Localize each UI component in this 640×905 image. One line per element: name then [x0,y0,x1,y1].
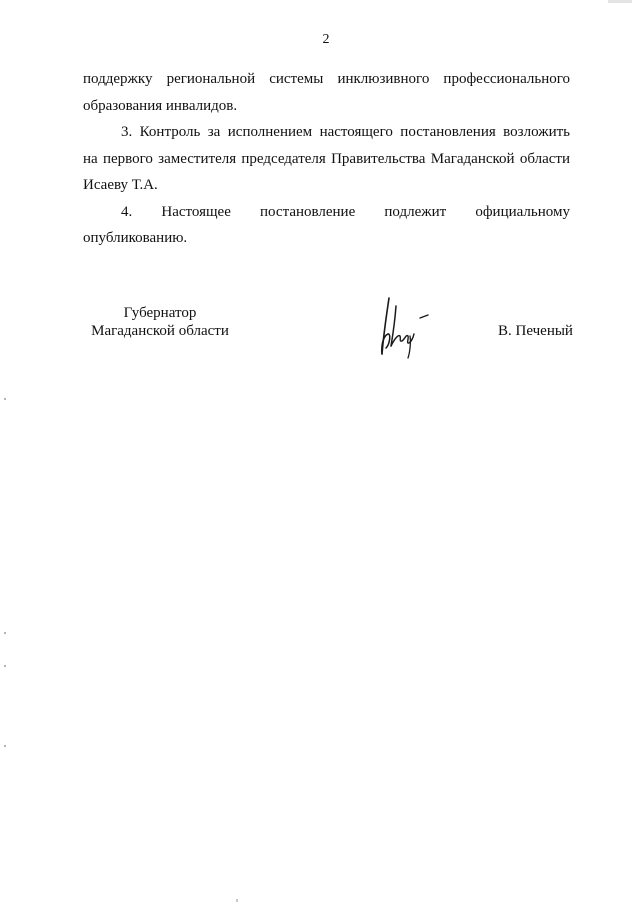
scan-artifact [236,899,238,902]
scan-artifact [4,745,6,747]
scan-artifact [4,398,6,400]
scan-artifact [4,632,6,634]
handwritten-signature-icon [376,296,440,362]
signature-block [0,304,640,374]
signatory-name: В. Печеный [498,323,573,339]
document-body [83,66,570,252]
paragraph-line: на первого заместителя председателя Правительства Магаданской области [83,150,570,167]
paragraph-line: 3. Контроль за исполнением настоящего постановления возложить [121,124,570,140]
paragraph-line: Исаеву Т.А. [83,177,158,193]
scan-artifact [4,665,6,667]
paragraph-line: образования инвалидов. [83,97,238,114]
paragraph-line: опубликованию. [83,230,188,246]
signatory-title [80,304,240,340]
scan-artifact [608,0,632,3]
paragraph-line: 4. Настоящее постановление подлежит официальному [121,203,570,220]
signatory-title-line: Магаданской области [91,323,229,339]
paragraph-line: поддержку региональной системы инклюзивного профессионального [83,71,570,87]
page-number: 2 [322,32,330,47]
signatory-title-line: Губернатор [123,305,197,321]
